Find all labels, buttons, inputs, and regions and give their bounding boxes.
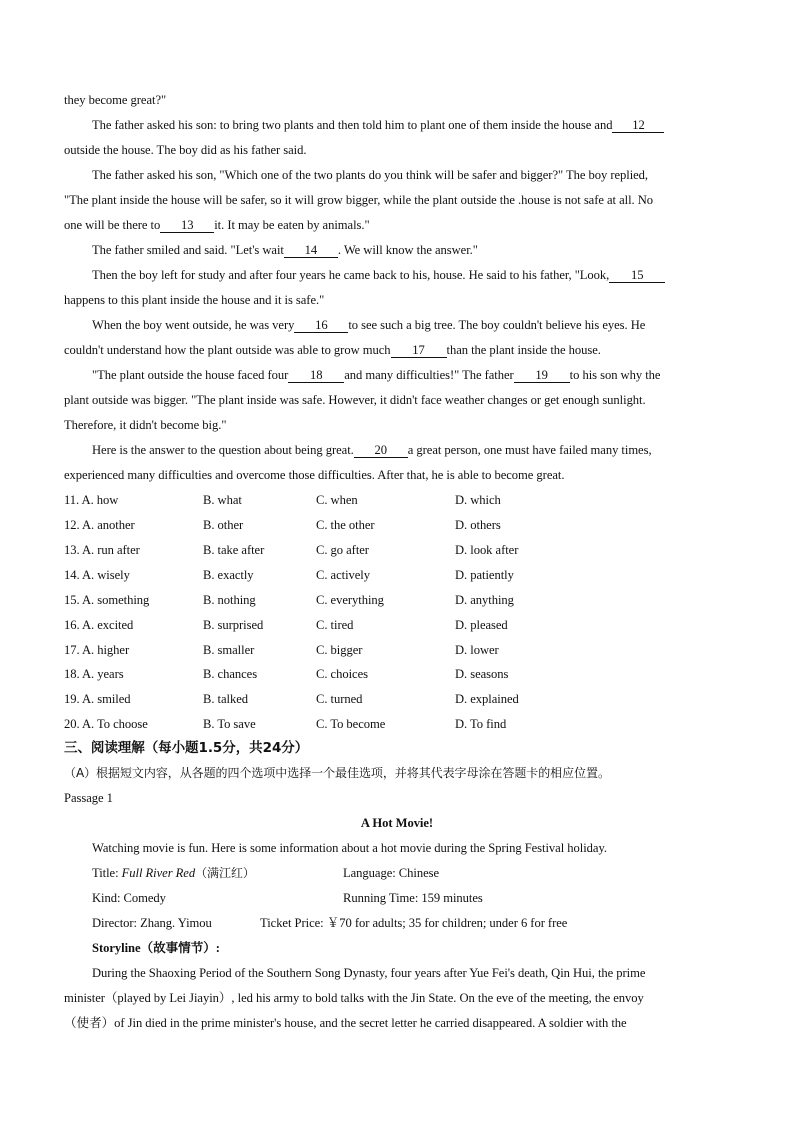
option-b: B. take after — [203, 543, 265, 557]
cloze-line — [64, 217, 370, 233]
blank-17: 17 — [391, 343, 447, 358]
cloze-text: outside the house. The boy did as his father said. — [64, 143, 307, 157]
option-c: C. everything — [316, 593, 384, 607]
cloze-line — [64, 92, 166, 108]
movie-title: Full River Red — [121, 866, 196, 880]
cloze-text: plant outside was bigger. "The plant inside was safe. However, it didn't face weather changes or get enough sunlight. — [64, 393, 646, 407]
option-c: C. actively — [316, 568, 371, 582]
instruction: （A）根据短文内容，从各题的四个选项中选择一个最佳选项，并将其代表字母涂在答题卡的相应位置。 — [64, 766, 610, 780]
option-a: 15. A. something — [64, 593, 150, 607]
cloze-text: The father smiled and said. "Let's wait — [92, 243, 284, 257]
movie-title-zh: （满江红） — [195, 866, 255, 880]
title-label: Title: — [92, 866, 119, 880]
option-d: D. others — [455, 518, 501, 532]
blank-19: 19 — [514, 368, 570, 383]
option-d: D. lower — [455, 643, 499, 657]
blank-15: 15 — [609, 268, 665, 283]
option-d: D. patiently — [455, 568, 514, 582]
option-b: B. exactly — [203, 568, 254, 582]
option-b: B. smaller — [203, 643, 255, 657]
cloze-line — [92, 442, 652, 458]
movie-kind: Kind: Comedy — [92, 891, 166, 905]
blank-20: 20 — [354, 443, 408, 458]
option-a: 17. A. higher — [64, 643, 130, 657]
cloze-text: a great person, one must have failed many times, — [407, 443, 652, 457]
storyline-line: During the Shaoxing Period of the Southern Song Dynasty, four years after Yue Fei's death, Qin Hui, the prime — [92, 966, 646, 980]
cloze-line — [92, 242, 478, 258]
cloze-line — [92, 167, 648, 183]
option-a: 13. A. run after — [64, 543, 140, 557]
movie-ticket-price: Ticket Price: ￥70 for adults; 35 for children; under 6 for free — [260, 916, 568, 930]
cloze-text: "The plant inside the house will be safer, so it will grow bigger, while the plant outside the .house is not safe at all. No — [64, 193, 654, 207]
cloze-text: . We will know the answer." — [337, 243, 478, 257]
cloze-line — [92, 317, 645, 333]
cloze-line — [64, 142, 306, 158]
option-d: D. To find — [455, 717, 507, 731]
option-c: C. when — [316, 493, 358, 507]
blank-12: 12 — [612, 118, 664, 133]
option-a: 11. A. how — [64, 493, 119, 507]
storyline-line: （使者）of Jin died in the prime minister's house, and the secret letter he carried disappeared. A soldier with the — [64, 1016, 627, 1030]
storyline-label — [92, 940, 220, 956]
cloze-text: experienced many difficulties and overcome those difficulties. After that, he is able to become great. — [64, 468, 565, 482]
cloze-line — [64, 292, 324, 308]
option-a: 16. A. excited — [64, 618, 134, 632]
option-b: B. To save — [203, 717, 256, 731]
passage-intro: Watching movie is fun. Here is some information about a hot movie during the Spring Festival holiday. — [92, 841, 607, 855]
option-b: B. other — [203, 518, 244, 532]
movie-running-time: Running Time: 159 minutes — [343, 891, 483, 905]
option-d: D. which — [455, 493, 501, 507]
movie-language: Language: Chinese — [343, 866, 440, 880]
option-b: B. surprised — [203, 618, 264, 632]
option-a: 18. A. years — [64, 667, 124, 681]
option-d: D. look after — [455, 543, 519, 557]
cloze-text: Then the boy left for study and after four years he came back to his, house. He said to his father, "Look, — [92, 268, 610, 282]
option-d: D. anything — [455, 593, 514, 607]
cloze-text: couldn't understand how the plant outside was able to grow much — [64, 343, 391, 357]
cloze-line — [64, 342, 601, 358]
movie-director: Director: Zhang. Yimou — [92, 916, 212, 930]
option-c: C. turned — [316, 692, 363, 706]
cloze-text: "The plant outside the house faced four — [92, 368, 289, 382]
storyline-label-text: Storyline（故事情节）: — [92, 941, 220, 955]
blank-18: 18 — [288, 368, 344, 383]
cloze-line — [64, 392, 646, 408]
option-b: B. chances — [203, 667, 258, 681]
cloze-text: to his son why the — [569, 368, 661, 382]
option-c: C. go after — [316, 543, 369, 557]
cloze-text: The father asked his son: to bring two plants and then told him to plant one of them inside the house and — [92, 118, 613, 132]
cloze-text: than the plant inside the house. — [446, 343, 601, 357]
option-d: D. seasons — [455, 667, 509, 681]
option-c: C. the other — [316, 518, 375, 532]
storyline-line: minister（played by Lei Jiayin）, led his army to bold talks with the Jin State. On the eve of the meeting, the envoy — [64, 991, 644, 1005]
option-b: B. nothing — [203, 593, 256, 607]
passage-title: A Hot Movie! — [360, 816, 434, 830]
cloze-text: it. It may be eaten by animals." — [214, 218, 370, 232]
cloze-line — [64, 192, 653, 208]
cloze-line — [92, 367, 660, 383]
cloze-line — [64, 417, 226, 433]
cloze-text: to see such a big tree. The boy couldn't believe his eyes. He — [348, 318, 646, 332]
option-b: B. what — [203, 493, 242, 507]
cloze-text: they become great?" — [64, 93, 167, 107]
option-b: B. talked — [203, 692, 249, 706]
blank-16: 16 — [294, 318, 348, 333]
option-a: 20. A. To choose — [64, 717, 148, 731]
cloze-line — [64, 467, 564, 483]
blank-13: 13 — [160, 218, 214, 233]
cloze-line — [92, 117, 664, 133]
option-c: C. choices — [316, 667, 368, 681]
cloze-text: one will be there to — [64, 218, 161, 232]
option-a: 19. A. smiled — [64, 692, 131, 706]
option-c: C. tired — [316, 618, 354, 632]
cloze-text: When the boy went outside, he was very — [92, 318, 295, 332]
cloze-text: Therefore, it didn't become big." — [64, 418, 227, 432]
section-title: 三、阅读理解（每小题1.5分，共24分） — [64, 740, 309, 756]
cloze-text: The father asked his son, "Which one of the two plants do you think will be safer and bigger?" The boy replied, — [92, 168, 649, 182]
cloze-text: Here is the answer to the question about being great. — [92, 443, 354, 457]
option-a: 12. A. another — [64, 518, 135, 532]
option-a: 14. A. wisely — [64, 568, 130, 582]
option-c: C. bigger — [316, 643, 363, 657]
movie-title-row — [92, 865, 255, 881]
passage-label: Passage 1 — [64, 791, 113, 805]
option-c: C. To become — [316, 717, 386, 731]
cloze-line — [92, 267, 665, 283]
option-d: D. explained — [455, 692, 519, 706]
cloze-text: happens to this plant inside the house and it is safe." — [64, 293, 325, 307]
cloze-text: and many difficulties!" The father — [344, 368, 514, 382]
blank-14: 14 — [284, 243, 338, 258]
option-d: D. pleased — [455, 618, 508, 632]
